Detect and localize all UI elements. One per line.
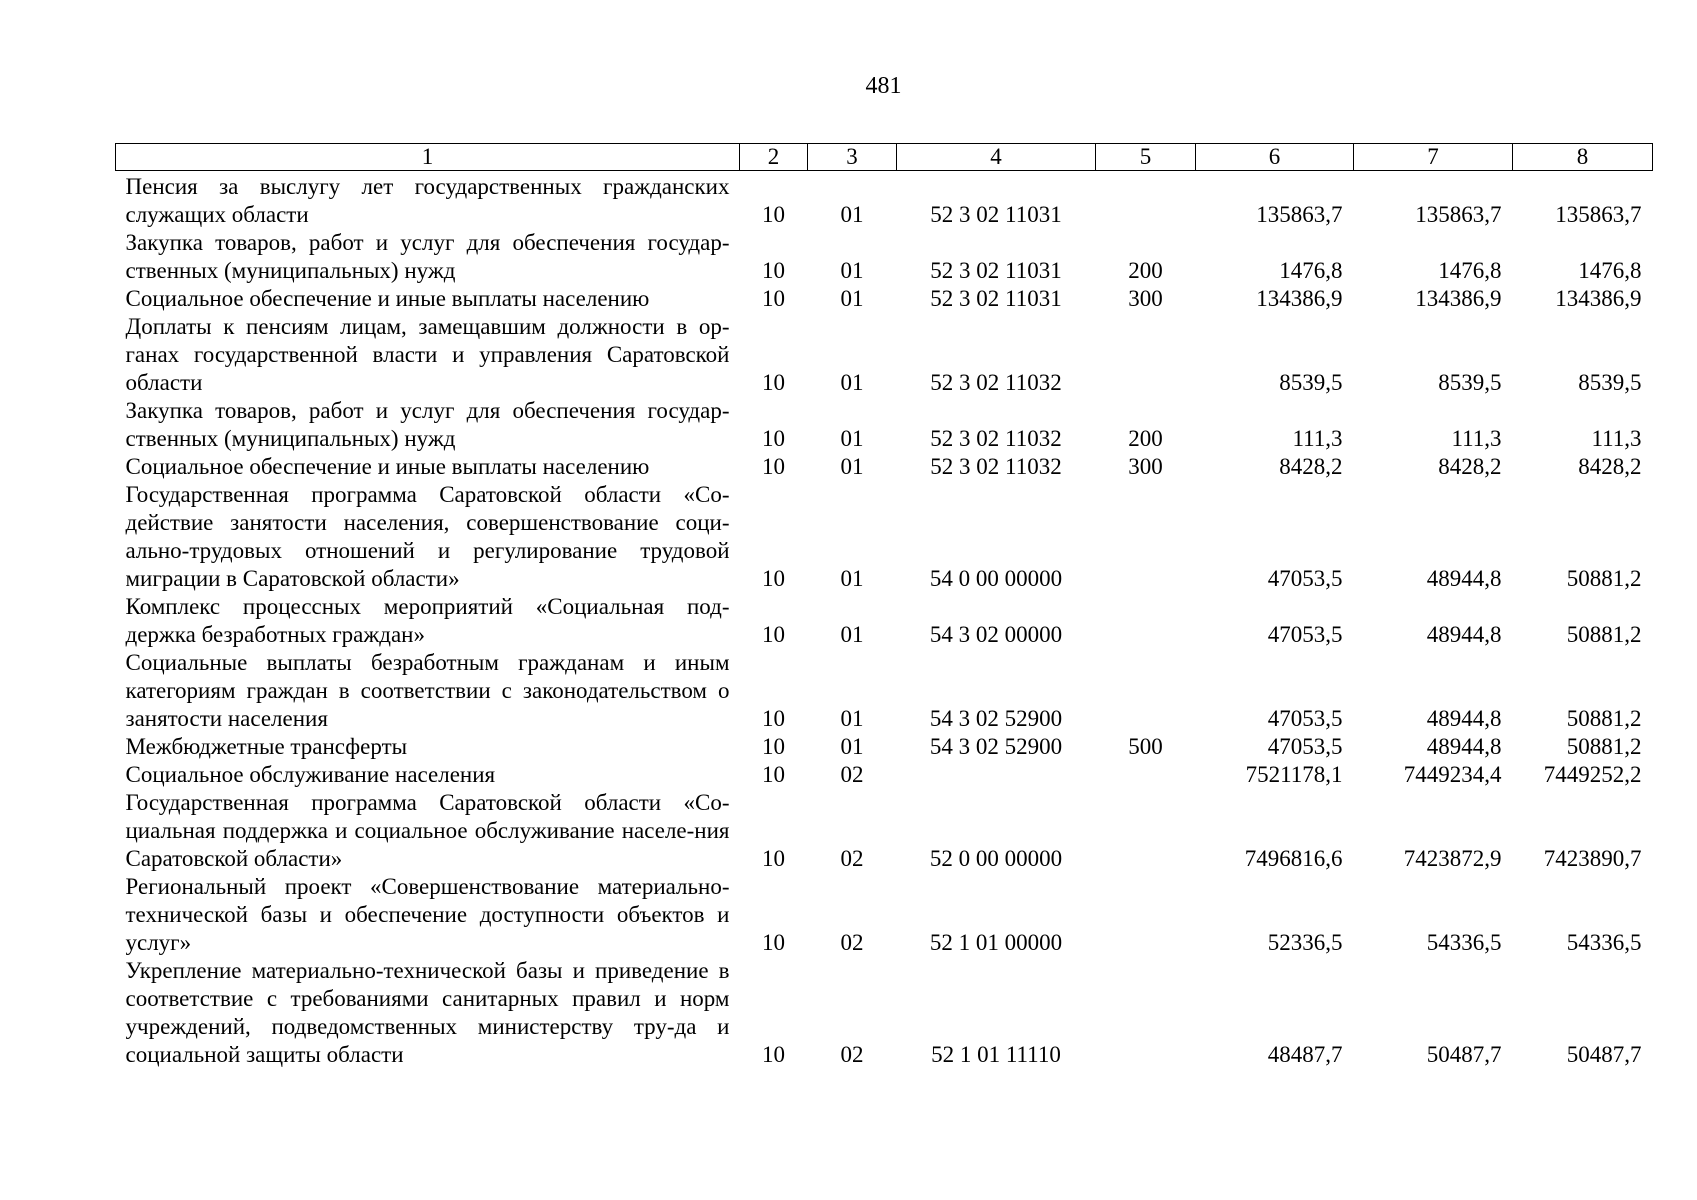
row-name: Закупка товаров, работ и услуг для обеспечения государ-ственных (муниципальных) нужд: [125, 398, 730, 451]
cell-amount-year-1: 111,3: [1292, 426, 1343, 451]
cell-amount-year-3: 8428,2: [1578, 454, 1642, 479]
row-name: Межбюджетные трансферты: [125, 734, 408, 759]
cell-amount-year-2: 8539,5: [1438, 370, 1502, 395]
cell-amount-year-3: 50487,7: [1566, 1042, 1642, 1067]
cell-target-article: 52 3 02 11032: [930, 454, 1062, 479]
cell-amount-year-1: 8428,2: [1279, 454, 1343, 479]
cell-target-article: 52 1 01 11110: [931, 1042, 1061, 1067]
cell-amount-year-1: 7496816,6: [1244, 846, 1343, 871]
cell-amount-year-3: 50881,2: [1566, 622, 1642, 647]
column-header-8: 8: [1513, 144, 1653, 171]
cell-amount-year-3: 50881,2: [1566, 706, 1642, 731]
row-name: Закупка товаров, работ и услуг для обеспечения государ-ственных (муниципальных) нужд: [125, 230, 730, 283]
cell-amount-year-2: 48944,8: [1426, 566, 1502, 591]
cell-section: 10: [762, 202, 785, 227]
table-row: [116, 397, 1653, 453]
cell-subsection: 02: [840, 1042, 864, 1067]
table-row: [116, 593, 1653, 649]
cell-expense-type: [1096, 873, 1196, 957]
cell-subsection: 02: [840, 762, 864, 787]
cell-amount-year-2: 134386,9: [1415, 286, 1502, 311]
table-row: [116, 313, 1653, 397]
table-row: [116, 733, 1653, 761]
row-name: Социальные выплаты безработным гражданам и иным категориям граждан в соответствии с законодательством о занятости населения: [125, 650, 730, 731]
budget-table: [115, 143, 1653, 1069]
cell-amount-year-3: 50881,2: [1566, 566, 1642, 591]
table-row: [116, 873, 1653, 957]
cell-section: 10: [762, 706, 785, 731]
cell-amount-year-2: 48944,8: [1426, 734, 1502, 759]
table-header: [116, 144, 1653, 171]
cell-target-article: 52 3 02 11031: [930, 258, 1062, 283]
row-name: Государственная программа Саратовской области «Со-циальная поддержка и социальное обслуживание населе-ния Саратовской области»: [125, 790, 730, 871]
cell-amount-year-2: 48944,8: [1426, 622, 1502, 647]
cell-amount-year-2: 7449234,4: [1403, 762, 1502, 787]
table-row: [116, 285, 1653, 313]
cell-amount-year-2: 7423872,9: [1403, 846, 1502, 871]
cell-amount-year-3: 50881,2: [1566, 734, 1642, 759]
cell-section: 10: [762, 762, 785, 787]
cell-target-article: [897, 761, 1096, 789]
cell-expense-type: [1096, 789, 1196, 873]
cell-amount-year-1: 47053,5: [1267, 566, 1343, 591]
column-header-3: 3: [808, 144, 897, 171]
cell-expense-type: 500: [1128, 734, 1163, 759]
cell-amount-year-1: 47053,5: [1267, 734, 1343, 759]
cell-target-article: 52 3 02 11032: [930, 426, 1062, 451]
cell-target-article: 54 3 02 52900: [929, 734, 1063, 759]
column-header-4: 4: [897, 144, 1096, 171]
cell-amount-year-2: 8428,2: [1438, 454, 1502, 479]
cell-amount-year-3: 111,3: [1591, 426, 1642, 451]
cell-subsection: 01: [840, 706, 864, 731]
row-name: Пенсия за выслугу лет государственных гражданских служащих области: [125, 174, 730, 227]
page-number: 481: [865, 73, 902, 99]
cell-amount-year-2: 111,3: [1451, 426, 1502, 451]
cell-amount-year-3: 8539,5: [1578, 370, 1642, 395]
cell-expense-type: [1096, 761, 1196, 789]
row-name: Государственная программа Саратовской области «Со-действие занятости населения, совершенствование соци-ально-трудовых отношений и регулирование трудовой миграции в Саратовской области»: [125, 482, 730, 591]
cell-section: 10: [762, 930, 785, 955]
cell-expense-type: 300: [1128, 286, 1163, 311]
cell-expense-type: [1096, 957, 1196, 1069]
cell-amount-year-1: 7521178,1: [1245, 762, 1343, 787]
cell-amount-year-2: 1476,8: [1438, 258, 1502, 283]
cell-expense-type: 300: [1128, 454, 1163, 479]
cell-subsection: 01: [840, 286, 864, 311]
cell-section: 10: [762, 370, 785, 395]
table-row: [116, 229, 1653, 285]
cell-amount-year-1: 52336,5: [1267, 930, 1343, 955]
cell-subsection: 01: [840, 454, 864, 479]
table-row: [116, 957, 1653, 1069]
cell-subsection: 01: [840, 734, 864, 759]
cell-amount-year-3: 7449252,2: [1543, 762, 1642, 787]
cell-target-article: 52 1 01 00000: [929, 930, 1063, 955]
cell-subsection: 01: [840, 566, 864, 591]
cell-section: 10: [762, 566, 785, 591]
cell-subsection: 01: [840, 370, 864, 395]
cell-target-article: 54 3 02 00000: [929, 622, 1063, 647]
cell-expense-type: 200: [1128, 258, 1163, 283]
cell-expense-type: [1096, 481, 1196, 593]
cell-amount-year-2: 54336,5: [1426, 930, 1502, 955]
cell-section: 10: [762, 286, 785, 311]
header-row: [116, 144, 1653, 171]
cell-amount-year-1: 8539,5: [1279, 370, 1343, 395]
column-header-2: 2: [740, 144, 808, 171]
cell-amount-year-3: 134386,9: [1555, 286, 1642, 311]
cell-expense-type: 200: [1128, 426, 1163, 451]
cell-subsection: 01: [840, 622, 864, 647]
cell-amount-year-2: 135863,7: [1415, 202, 1502, 227]
cell-subsection: 02: [840, 846, 864, 871]
cell-subsection: 02: [840, 930, 864, 955]
column-header-6: 6: [1196, 144, 1354, 171]
cell-subsection: 01: [840, 426, 864, 451]
row-name: Региональный проект «Совершенствование материально-технической базы и обеспечение доступности объектов и услуг»: [125, 874, 730, 955]
cell-subsection: 01: [840, 258, 864, 283]
row-name: Социальное обслуживание населения: [125, 762, 496, 787]
cell-amount-year-1: 47053,5: [1267, 622, 1343, 647]
cell-section: 10: [762, 622, 785, 647]
cell-section: 10: [762, 734, 785, 759]
row-name: Социальное обеспечение и иные выплаты населению: [125, 454, 650, 479]
column-header-7: 7: [1354, 144, 1513, 171]
cell-target-article: 54 0 00 00000: [929, 566, 1063, 591]
row-name: Комплекс процессных мероприятий «Социальная под-держка безработных граждан»: [125, 594, 730, 647]
cell-amount-year-1: 134386,9: [1256, 286, 1343, 311]
cell-target-article: 54 3 02 52900: [929, 706, 1063, 731]
table-row: [116, 761, 1653, 789]
cell-amount-year-1: 47053,5: [1267, 706, 1343, 731]
cell-expense-type: [1096, 171, 1196, 230]
table-row: [116, 649, 1653, 733]
row-name: Социальное обеспечение и иные выплаты населению: [125, 286, 650, 311]
cell-target-article: 52 3 02 11032: [930, 370, 1062, 395]
cell-amount-year-1: 135863,7: [1256, 202, 1343, 227]
cell-target-article: 52 0 00 00000: [929, 846, 1063, 871]
column-header-1: 1: [116, 144, 740, 171]
cell-amount-year-3: 135863,7: [1555, 202, 1642, 227]
cell-target-article: 52 3 02 11031: [930, 286, 1062, 311]
cell-amount-year-3: 54336,5: [1566, 930, 1642, 955]
cell-expense-type: [1096, 649, 1196, 733]
cell-amount-year-1: 48487,7: [1267, 1042, 1343, 1067]
cell-section: 10: [762, 846, 785, 871]
table-row: [116, 481, 1653, 593]
cell-section: 10: [762, 1042, 785, 1067]
cell-amount-year-3: 1476,8: [1578, 258, 1642, 283]
table-row: [116, 171, 1653, 230]
column-header-5: 5: [1096, 144, 1196, 171]
cell-amount-year-3: 7423890,7: [1543, 846, 1642, 871]
cell-section: 10: [762, 426, 785, 451]
row-name: Доплаты к пенсиям лицам, замещавшим должности в ор-ганах государственной власти и управления Саратовской области: [125, 314, 730, 395]
row-name: Укрепление материально-технической базы и приведение в соответствие с требованиями санитарных правил и норм учреждений, подведомственных министерству тру-да и социальной защиты области: [125, 958, 730, 1067]
cell-section: 10: [762, 258, 785, 283]
cell-expense-type: [1096, 593, 1196, 649]
cell-subsection: 01: [840, 202, 864, 227]
cell-section: 10: [762, 454, 785, 479]
cell-expense-type: [1096, 313, 1196, 397]
cell-amount-year-1: 1476,8: [1279, 258, 1343, 283]
cell-amount-year-2: 48944,8: [1426, 706, 1502, 731]
cell-amount-year-2: 50487,7: [1426, 1042, 1502, 1067]
cell-target-article: 52 3 02 11031: [930, 202, 1062, 227]
table-body: [116, 171, 1653, 1070]
table-row: [116, 789, 1653, 873]
table-row: [116, 453, 1653, 481]
